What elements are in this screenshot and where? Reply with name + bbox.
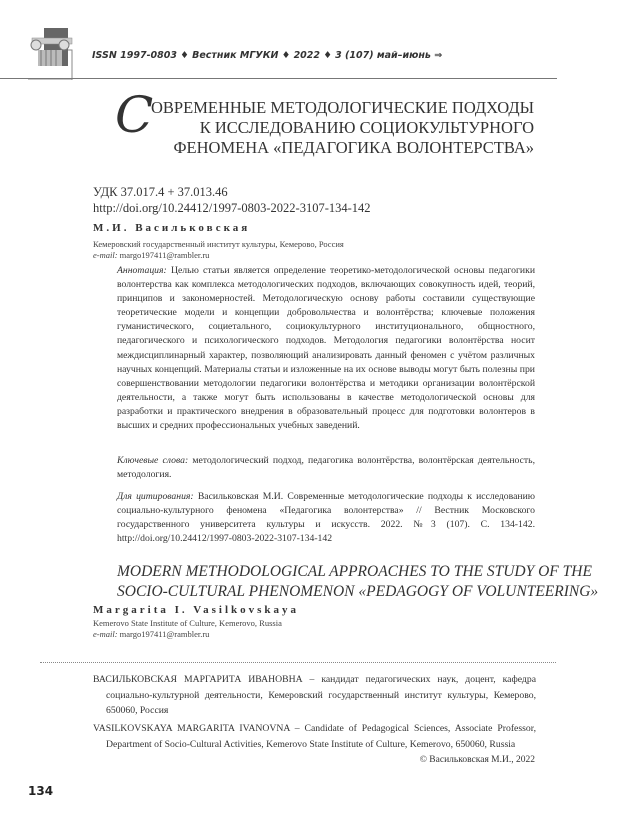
keywords [117, 454, 535, 482]
title-line: ФЕНОМЕНА «ПЕДАГОГИКА ВОЛОНТЕРСТВА» [173, 138, 534, 157]
abstract-text: Целью статьи является определение теоретико-методологической основы педагогики волонтерства как комплекса методологических подходов, включающих совокупность идей, теорий, принципов и закономерностей. Методологическую основу работы составили существующие теоретические модели и концепции добровольчества и волонтёрства; ключевые положения гуманистического, социетального, социокультурного институционального, общностного, педагогического и психологического подходов. Методология педагогики волонтёрства носит междисциплинарный характер, позволяющий анализировать данный феномен с учётом различных научных концепций. Материалы статьи и изложенные на их основе выводы могут быть полезны при совершенствовании методологии педагогики волонтёрства и методики организации волонтёрской деятельности, а также могут быть использованы в качестве методологической основы для разработки и практического внедрения в образовательный процесс для подготовки волонтеров в высших и средних профессиональных учебных заведений. [117, 265, 536, 432]
title-en-line: SOCIO-CULTURAL PHENOMENON «PEDAGOGY OF VOLUNTEERING» [117, 583, 599, 600]
author-affiliation: Кемеровский государственный институт культуры, Кемерово, Россия [93, 239, 344, 249]
keywords-text: методологический подход, педагогика волонтёрства, волонтёрская деятельность, методология. [117, 455, 535, 481]
author-name: М.И. Васильковская [93, 222, 251, 234]
citation [117, 490, 535, 546]
author-name-en: Margarita I. Vasilkovskaya [93, 604, 300, 616]
author-block-en [93, 604, 299, 640]
citation-text: Васильковская М.И. Современные методологические подходы к исследованию социально-культурного феномена «Педагогика волонтерства» // Вестник Московского государственного университета культуры и искусств. 2022. №3 (107). С. 134-142. http://doi.org/10.24412/1997-0803-2022-3107-134-142 [117, 491, 535, 545]
author-email[interactable]: margo197411@rambler.ru [119, 250, 210, 260]
udk-block [93, 184, 371, 216]
title-line: К ИССЛЕДОВАНИЮ СОЦИОКУЛЬТУРНОГО [199, 118, 534, 137]
author-bio-ru: ВАСИЛЬКОВСКАЯ МАРГАРИТА ИВАНОВНА – кандидат педагогических наук, доцент, кафедра социально-культурной деятельности, Кемеровский государственный институт культуры, Кемерово, 650060, Россия [93, 674, 536, 716]
header-divider [0, 78, 557, 79]
ionic-column-logo-icon [28, 28, 74, 80]
page-number: 134 [28, 784, 54, 798]
email-label: e-mail: [93, 629, 118, 639]
article-title-ru [115, 86, 534, 158]
title-line: ОВРЕМЕННЫЕ МЕТОДОЛОГИЧЕСКИЕ ПОДХОДЫ [151, 98, 534, 117]
email-label: e-mail: [93, 250, 118, 260]
abstract-label: Аннотация: [117, 265, 167, 276]
citation-label: Для цитирования: [117, 491, 194, 502]
keywords-label: Ключевые слова: [117, 455, 189, 466]
author-bio-en: VASILKOVSKAYA MARGARITA IVANOVNA – Candidate of Pedagogical Sciences, Associate Professor, Department of Socio-Cultural Activities, Kemerovo State Institute of Culture, Kemerovo, 650060, Russia [93, 723, 536, 750]
udk-code: УДК 37.017.4 + 37.013.46 [93, 185, 228, 199]
author-block-ru [93, 222, 344, 261]
abstract [117, 264, 535, 433]
author-email-en[interactable]: margo197411@rambler.ru [119, 629, 210, 639]
title-en-line: MODERN METHODOLOGICAL APPROACHES TO THE STUDY OF THE [117, 563, 592, 580]
copyright: © Васильковская М.И., 2022 [419, 755, 535, 765]
article-title-en [117, 562, 598, 602]
title-initial: С [115, 86, 154, 144]
doi-link[interactable]: http://doi.org/10.24412/1997-0803-2022-3107-134-142 [93, 201, 371, 215]
journal-header: ISSN 1997-0803 ♦ Вестник МГУКИ ♦ 2022 ♦ 3 (107) май–июнь ⇒ [92, 50, 443, 61]
author-affiliation-en: Kemerovo State Institute of Culture, Kemerovo, Russia [93, 618, 282, 628]
dotted-divider [40, 662, 556, 663]
